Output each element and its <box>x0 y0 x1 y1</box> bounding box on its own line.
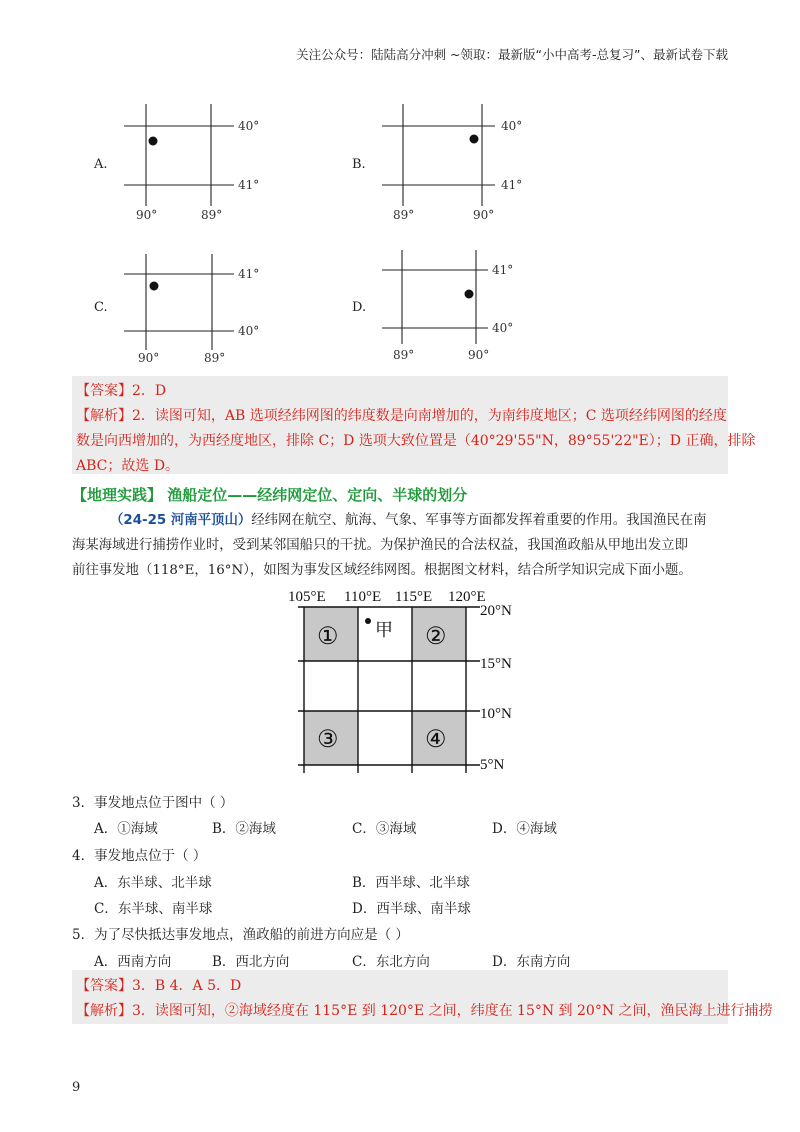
lon-label: 89° <box>393 348 415 362</box>
lat-label: 41° <box>238 267 260 281</box>
lon-label: 90° <box>136 208 158 222</box>
question-option: D．西半球、南半球 <box>352 901 471 917</box>
option-d-grid <box>378 244 538 374</box>
latlon-grid-map <box>280 585 540 780</box>
question-option: C．③海域 <box>352 821 417 837</box>
lon-label: 89° <box>204 351 226 365</box>
point-jia-dot <box>365 618 371 624</box>
analysis-line: 数是向西增加的，为西经度地区，排除 C；D 选项大致位置是（40°29'55"N，89°55'22"E）；D 正确，排除 <box>76 433 756 449</box>
source-tag: （24-25 河南平顶山） <box>110 513 252 528</box>
lat-label: 40° <box>238 324 260 338</box>
region-4-label: ④ <box>425 727 447 753</box>
analysis-line: 【解析】3．读图可知，②海域经度在 115°E 到 120°E 之间，纬度在 15°N 到 20°N 之间，渔民海上进行捕捞 <box>76 1003 773 1019</box>
section-title: 【地理实践】 渔船定位——经纬网定位、定向、半球的划分 <box>72 486 468 504</box>
lon-label: 89° <box>393 208 415 222</box>
analysis-line: 【解析】2．读图可知，AB 选项经纬网图的纬度数是向南增加的，为南纬度地区；C 选项经纬网图的经度 <box>76 408 727 424</box>
lat-label: 40° <box>238 119 260 133</box>
option-c-grid <box>118 248 278 373</box>
question-option: B．西半球、北半球 <box>352 875 470 891</box>
region-2-label: ② <box>425 624 447 650</box>
lat-label: 41° <box>501 178 523 192</box>
question-option: D．④海域 <box>492 821 557 837</box>
answer-line: 【答案】3．B 4．A 5．D <box>76 978 242 994</box>
location-dot <box>150 282 159 291</box>
page-number: 9 <box>72 1080 81 1095</box>
analysis-line: ABC；故选 D。 <box>76 458 180 474</box>
question-option: A．西南方向 <box>94 954 172 970</box>
option-a-grid <box>118 98 278 228</box>
lon-label: 110°E <box>344 589 382 605</box>
region-3-label: ③ <box>317 727 339 753</box>
option-b-letter: B. <box>352 157 366 172</box>
region-1-label: ① <box>317 624 339 650</box>
question-option: C．东北方向 <box>352 954 430 970</box>
lat-label: 20°N <box>480 603 512 619</box>
question-option: A．东半球、北半球 <box>94 875 212 891</box>
answer-block-1 <box>72 376 756 474</box>
question-option: B．西北方向 <box>212 954 290 970</box>
question-stem: 4．事发地点位于（ ） <box>72 848 207 864</box>
lat-label: 15°N <box>480 656 512 672</box>
option-c-letter: C. <box>94 300 108 315</box>
lat-label: 41° <box>492 263 514 277</box>
location-dot <box>149 137 158 146</box>
lat-label: 40° <box>492 321 514 335</box>
lat-label: 40° <box>501 119 523 133</box>
page-header: 关注公众号：陆陆高分冲刺 ~领取：最新版“小中高考-总复习”、最新试卷下载 <box>296 47 728 62</box>
lon-label: 89° <box>201 208 223 222</box>
lon-label: 90° <box>468 348 490 362</box>
question-option: B．②海域 <box>212 821 276 837</box>
answer-line: 【答案】2．D <box>76 383 167 399</box>
lon-label: 105°E <box>288 589 326 605</box>
lon-label: 115°E <box>395 589 433 605</box>
question-stem: 5．为了尽快抵达事发地点，渔政船的前进方向应是（ ） <box>72 927 409 943</box>
location-dot <box>470 135 479 144</box>
option-a-letter: A. <box>94 157 108 172</box>
lon-label: 120°E <box>448 589 486 605</box>
lat-label: 5°N <box>480 757 505 773</box>
answer-block-2 <box>72 970 773 1024</box>
intro-line: 海某海域进行捕捞作业时，受到某邻国船只的干扰。为保护渔民的合法权益，我国渔政船从甲地出发立即 <box>72 538 688 553</box>
point-jia-label: 甲 <box>375 620 393 641</box>
intro-paragraph <box>72 508 732 583</box>
question-option: A．①海域 <box>94 821 158 837</box>
question-option: C．东半球、南半球 <box>94 901 213 917</box>
option-b-grid <box>378 98 538 228</box>
lat-label: 10°N <box>480 706 512 722</box>
lon-label: 90° <box>138 351 160 365</box>
intro-line: 前往事发地（118°E，16°N），如图为事发区域经纬网图。根据图文材料，结合所学知识完成下面小题。 <box>72 563 692 578</box>
question-stem: 3．事发地点位于图中（ ） <box>72 795 234 811</box>
lat-label: 41° <box>238 178 260 192</box>
intro-line: 经纬网在航空、航海、气象、军事等方面都发挥着重要的作用。我国渔民在南 <box>251 513 707 528</box>
question-option: D．东南方向 <box>492 954 571 970</box>
lon-label: 90° <box>473 208 495 222</box>
option-d-letter: D. <box>352 300 367 315</box>
location-dot <box>465 290 474 299</box>
